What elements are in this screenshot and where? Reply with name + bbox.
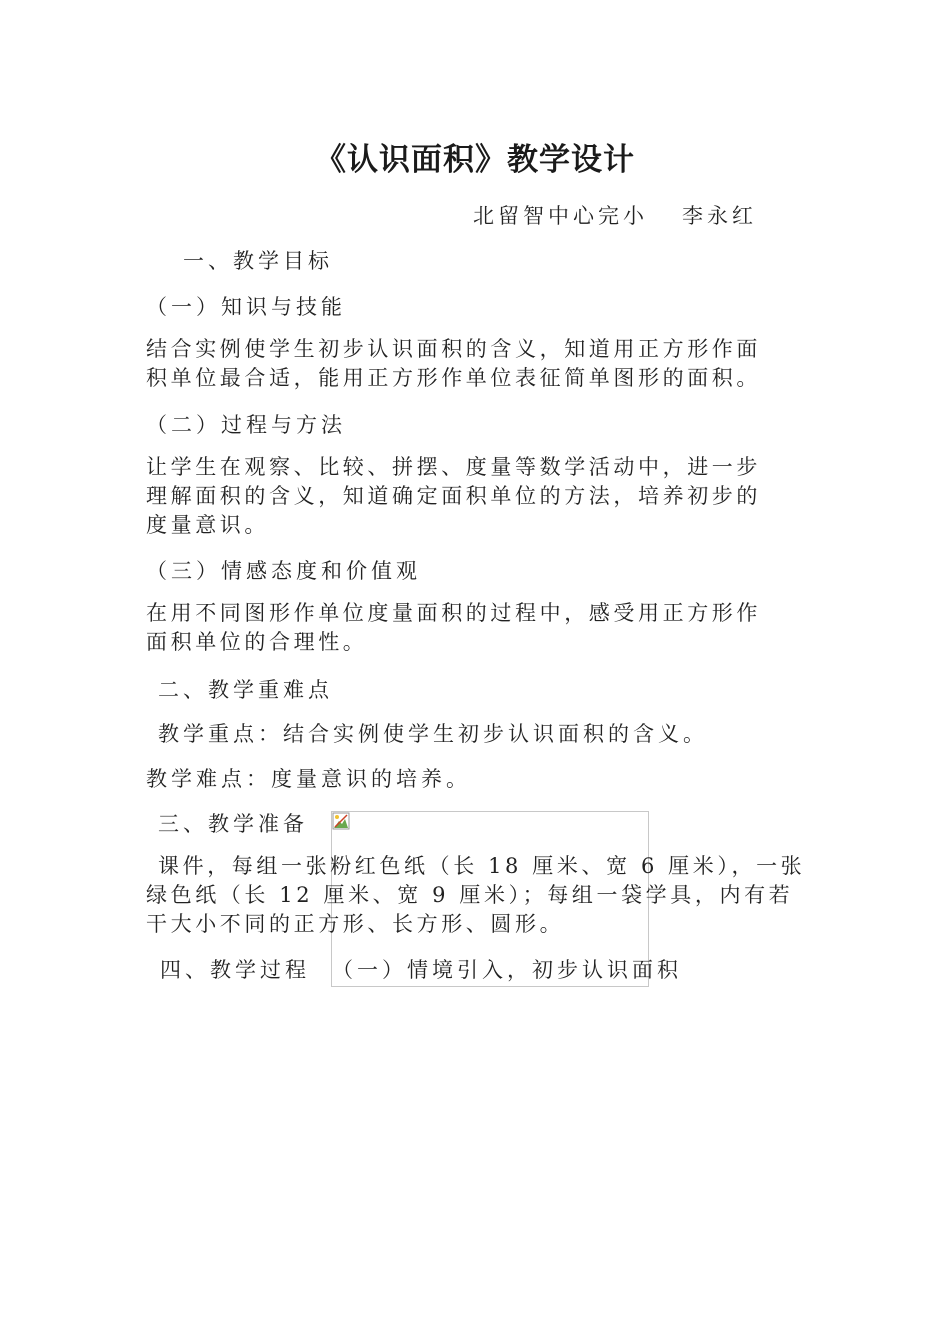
subsection-heading-process: （二）过程与方法 <box>146 413 346 437</box>
author-line <box>473 200 757 230</box>
subsection-heading-intro: （一）情境引入，初步认识面积 <box>332 958 682 982</box>
paragraph-line: 让学生在观察、比较、拼摆、度量等数学活动中，进一步 <box>146 455 761 479</box>
document-title: 《认识面积》教学设计 <box>315 142 635 178</box>
section-heading-key-points: 二、教学重难点 <box>158 678 333 702</box>
subsection-heading-attitude: （三）情感态度和价值观 <box>146 559 421 583</box>
paragraph-line: 干大小不同的正方形、长方形、圆形。 <box>146 912 565 936</box>
paragraph-line: 度量意识。 <box>146 513 269 537</box>
paragraph-preparation <box>146 852 816 939</box>
key-point-text: 教学重点：结合实例使学生初步认识面积的含义。 <box>158 722 708 746</box>
paragraph-line: 在用不同图形作单位度量面积的过程中，感受用正方形作 <box>146 601 761 625</box>
section-heading-preparation: 三、教学准备 <box>158 812 308 836</box>
author-school: 北留智中心完小 <box>473 204 648 228</box>
paragraph-line: 面积单位的合理性。 <box>146 630 368 654</box>
paragraph-line: 理解面积的含义，知道确定面积单位的方法，培养初步的 <box>146 484 761 508</box>
subsection-heading-knowledge: （一）知识与技能 <box>146 295 346 319</box>
paragraph-attitude <box>146 599 806 657</box>
paragraph-line: 课件，每组一张粉红色纸（长 18 厘米、宽 6 厘米），一张 <box>158 854 806 878</box>
paragraph-line: 绿色纸（长 12 厘米、宽 9 厘米）；每组一袋学具，内有若 <box>146 883 794 907</box>
author-name: 李永红 <box>682 204 757 228</box>
difficult-point-text: 教学难点：度量意识的培养。 <box>146 767 471 791</box>
section-heading-process-steps: 四、教学过程 <box>160 958 310 982</box>
paragraph-knowledge <box>146 335 806 393</box>
section-heading-goals: 一、教学目标 <box>183 249 333 273</box>
broken-image-icon <box>332 812 350 830</box>
paragraph-line: 积单位最合适，能用正方形作单位表征简单图形的面积。 <box>146 366 761 390</box>
paragraph-line: 结合实例使学生初步认识面积的含义，知道用正方形作面 <box>146 337 761 361</box>
paragraph-process <box>146 453 806 540</box>
